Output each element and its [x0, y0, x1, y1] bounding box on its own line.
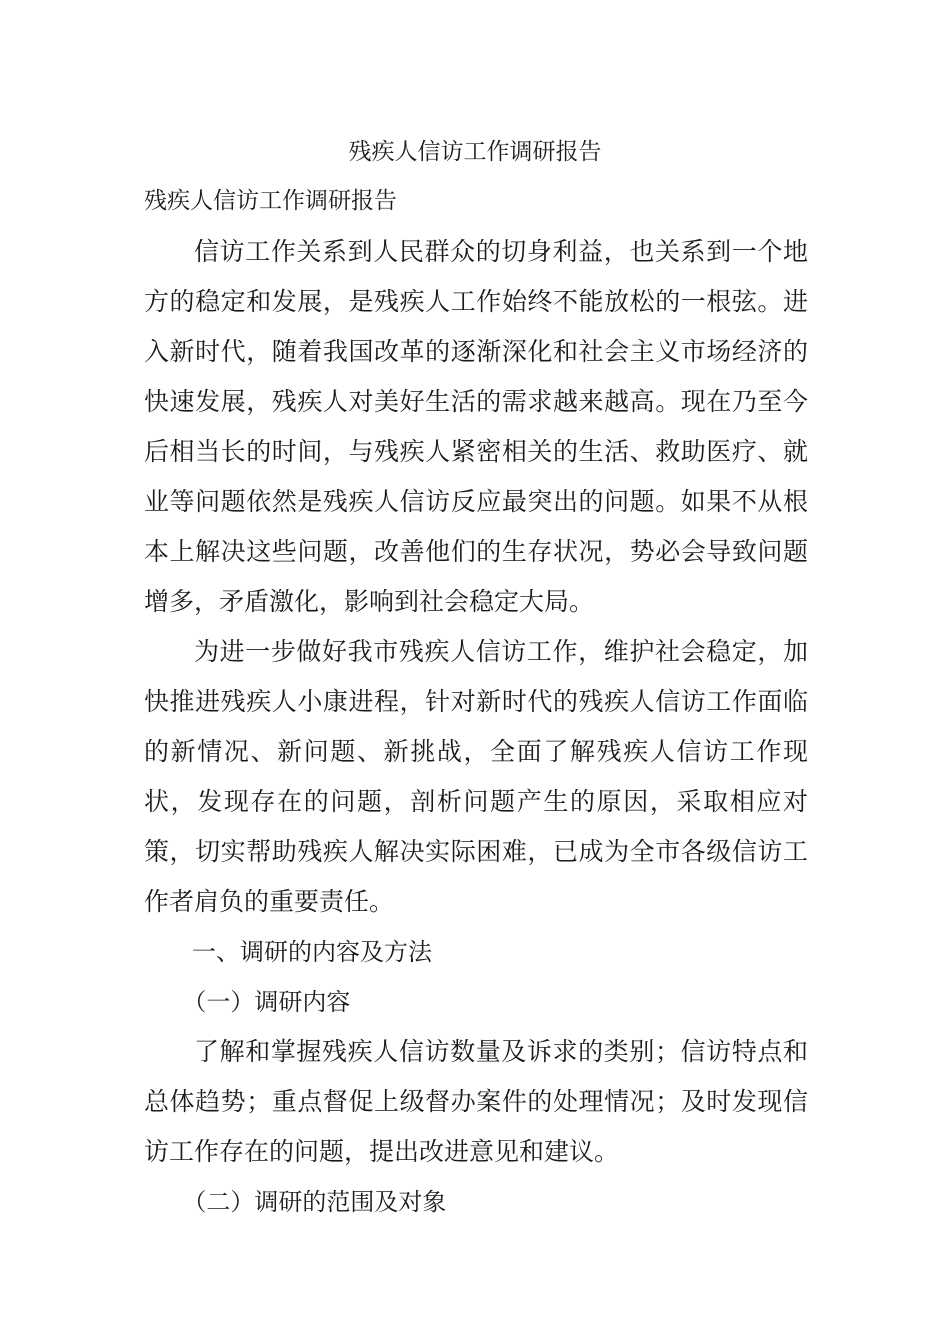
document-subtitle: 残疾人信访工作调研报告 [144, 188, 397, 214]
document-body [144, 181, 808, 1227]
document-title: 残疾人信访工作调研报告 [348, 139, 602, 165]
paragraph-research-content: 了解和掌握残疾人信访数量及诉求的类别；信访特点和总体趋势；重点督促上级督办案件的处理情况；及时发现信访工作存在的问题，提出改进意见和建议。 [144, 1037, 808, 1166]
paragraph-intro: 信访工作关系到人民群众的切身利益，也关系到一个地方的稳定和发展，是残疾人工作始终不能放松的一根弦。进入新时代，随着我国改革的逐渐深化和社会主义市场经济的快速发展，残疾人对美好生活的需求越来越高。现在乃至今后相当长的时间，与残疾人紧密相关的生活、救助医疗、就业等问题依然是残疾人信访反应最突出的问题。如果不从根本上解决这些问题，改善他们的生存状况，势必会导致问题增多，矛盾激化，影响到社会稳定大局。 [144, 237, 808, 616]
subsection-heading-1: （一）调研内容 [182, 988, 351, 1016]
subsection-heading-2: （二）调研的范围及对象 [182, 1188, 447, 1216]
section-heading-1: 一、调研的内容及方法 [192, 938, 432, 966]
paragraph-purpose: 为进一步做好我市残疾人信访工作，维护社会稳定，加快推进残疾人小康进程，针对新时代的残疾人信访工作面临的新情况、新问题、新挑战，全面了解残疾人信访工作现状，发现存在的问题，剖析问题产生的原因，采取相应对策，切实帮助残疾人解决实际困难，已成为全市各级信访工作者肩负的重要责任。 [144, 637, 808, 916]
